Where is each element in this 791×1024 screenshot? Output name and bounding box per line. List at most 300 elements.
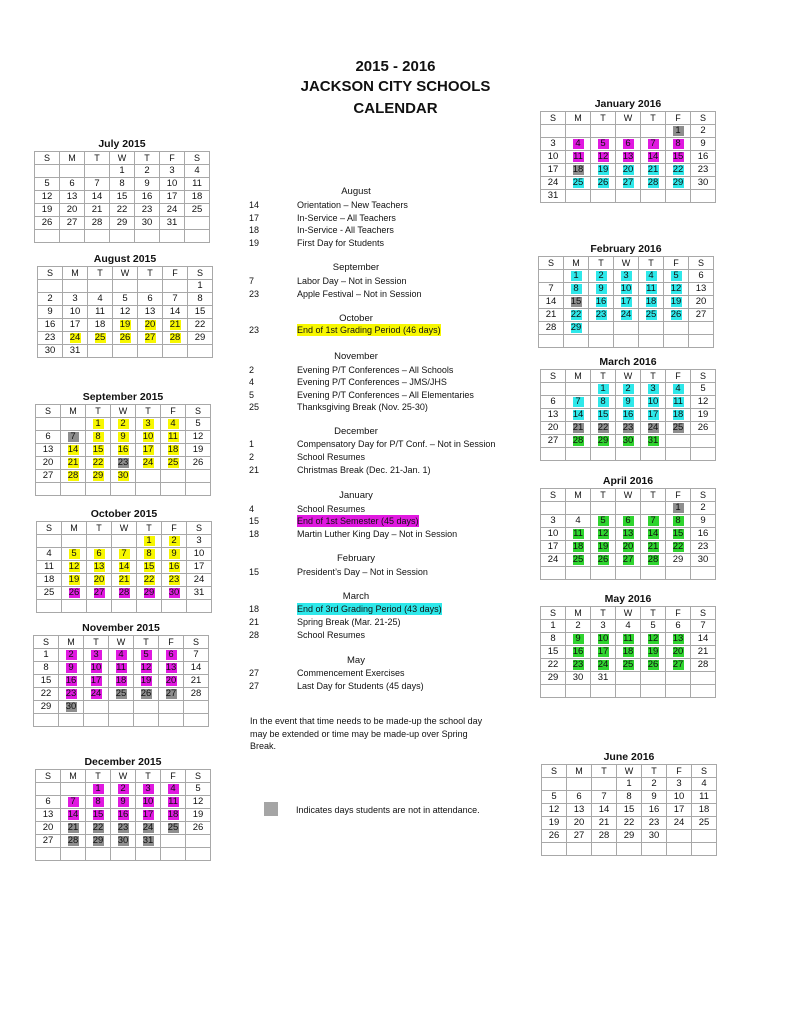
empty-cell xyxy=(591,502,616,515)
empty-cell xyxy=(135,230,160,243)
day-cell: 23 xyxy=(691,164,716,177)
day-cell: 22 xyxy=(541,659,566,672)
empty-cell xyxy=(38,280,63,293)
event-text: School Resumes xyxy=(297,504,366,514)
day-cell: 7 xyxy=(112,548,137,561)
event-month-heading: October xyxy=(339,313,373,324)
day-cell: 14 xyxy=(592,804,617,817)
empty-cell xyxy=(88,280,113,293)
weekday-header: T xyxy=(136,405,161,418)
day-cell: 28 xyxy=(61,835,86,848)
day-cell: 8 xyxy=(86,796,111,809)
empty-cell xyxy=(692,830,717,843)
month-calendar xyxy=(35,755,211,861)
event-month-heading: March xyxy=(342,591,370,602)
day-cell: 31 xyxy=(136,835,161,848)
day-cell: 26 xyxy=(591,554,616,567)
event-text: Apple Festival – Not in Session xyxy=(297,289,422,299)
empty-cell xyxy=(542,778,567,791)
day-cell: 25 xyxy=(161,822,186,835)
day-cell: 11 xyxy=(161,796,186,809)
empty-cell xyxy=(564,335,589,348)
day-cell: 18 xyxy=(566,164,591,177)
day-cell: 19 xyxy=(691,409,716,422)
event-text: End of 1st Grading Period (46 days) xyxy=(297,325,441,335)
empty-cell xyxy=(161,848,186,861)
day-cell: 19 xyxy=(664,296,689,309)
day-cell: 3 xyxy=(63,293,88,306)
day-cell: 13 xyxy=(60,191,85,204)
weekday-header: T xyxy=(137,522,162,535)
day-cell: 10 xyxy=(136,796,161,809)
day-cell: 3 xyxy=(84,649,109,662)
day-cell: 31 xyxy=(160,217,185,230)
day-cell: 4 xyxy=(666,383,691,396)
day-cell: 1 xyxy=(541,620,566,633)
day-cell: 1 xyxy=(564,270,589,283)
makeup-note: In the event that time needs to be made-up the school day may be extended or time may be made-up over Spring Break. xyxy=(250,716,483,751)
event-date: 4 xyxy=(249,504,255,514)
day-cell: 9 xyxy=(38,306,63,319)
empty-cell xyxy=(84,714,109,727)
month-title: July 2015 xyxy=(98,138,146,150)
empty-cell xyxy=(541,383,566,396)
weekday-header: S xyxy=(541,489,566,502)
day-cell: 28 xyxy=(112,587,137,600)
day-cell: 10 xyxy=(160,178,185,191)
day-cell: 28 xyxy=(566,435,591,448)
day-cell: 23 xyxy=(111,822,136,835)
day-cell: 21 xyxy=(691,646,716,659)
weekday-header: W xyxy=(614,257,639,270)
day-cell: 27 xyxy=(666,659,691,672)
empty-cell xyxy=(112,600,137,613)
day-cell: 4 xyxy=(566,138,591,151)
legend-text: Indicates days students are not in attendance. xyxy=(296,805,480,815)
empty-cell xyxy=(616,567,641,580)
empty-cell xyxy=(589,322,614,335)
day-cell: 11 xyxy=(666,396,691,409)
day-cell: 24 xyxy=(63,332,88,345)
day-cell: 10 xyxy=(614,283,639,296)
day-cell: 17 xyxy=(160,191,185,204)
event-date: 15 xyxy=(249,516,260,526)
day-cell: 1 xyxy=(617,778,642,791)
weekday-header: W xyxy=(616,112,641,125)
weekday-header: M xyxy=(61,405,86,418)
day-cell: 26 xyxy=(62,587,87,600)
empty-cell xyxy=(639,322,664,335)
weekday-header: M xyxy=(566,489,591,502)
event-date: 1 xyxy=(249,439,255,449)
day-cell: 2 xyxy=(691,502,716,515)
empty-cell xyxy=(639,335,664,348)
day-cell: 17 xyxy=(591,646,616,659)
day-cell: 23 xyxy=(59,688,84,701)
day-cell: 24 xyxy=(667,817,692,830)
school-name-title: JACKSON CITY SCHOOLS xyxy=(300,78,491,95)
day-cell: 2 xyxy=(566,620,591,633)
day-cell: 16 xyxy=(589,296,614,309)
event-text: Compensatory Day for P/T Conf. – Not in Session xyxy=(297,439,496,449)
day-cell: 6 xyxy=(138,293,163,306)
day-cell: 10 xyxy=(541,528,566,541)
empty-cell xyxy=(188,345,213,358)
weekday-header: S xyxy=(541,112,566,125)
day-cell: 20 xyxy=(87,574,112,587)
day-cell: 6 xyxy=(36,796,61,809)
day-cell: 25 xyxy=(616,659,641,672)
not-in-attendance-swatch xyxy=(264,802,278,816)
weekday-header: W xyxy=(616,607,641,620)
day-cell: 24 xyxy=(136,822,161,835)
weekday-header: S xyxy=(38,267,63,280)
day-cell: 29 xyxy=(541,672,566,685)
day-cell: 10 xyxy=(84,662,109,675)
day-cell: 18 xyxy=(185,191,210,204)
event-text: Orientation – New Teachers xyxy=(297,200,408,210)
event-text: End of 1st Semester (45 days) xyxy=(297,516,419,526)
weekday-header: S xyxy=(186,405,211,418)
day-cell: 11 xyxy=(692,791,717,804)
day-cell: 25 xyxy=(37,587,62,600)
empty-cell xyxy=(641,685,666,698)
day-cell: 16 xyxy=(162,561,187,574)
empty-cell xyxy=(161,483,186,496)
weekday-header: W xyxy=(111,405,136,418)
day-cell: 26 xyxy=(113,332,138,345)
day-cell: 27 xyxy=(36,835,61,848)
month-title: November 2015 xyxy=(82,622,160,634)
empty-cell xyxy=(162,600,187,613)
event-text: School Resumes xyxy=(297,630,366,640)
empty-cell xyxy=(184,714,209,727)
day-cell: 30 xyxy=(135,217,160,230)
day-cell: 6 xyxy=(567,791,592,804)
weekday-header: F xyxy=(666,112,691,125)
day-cell: 24 xyxy=(541,554,566,567)
empty-cell xyxy=(37,600,62,613)
weekday-header: F xyxy=(666,607,691,620)
day-cell: 20 xyxy=(616,541,641,554)
empty-cell xyxy=(87,600,112,613)
day-cell: 2 xyxy=(59,649,84,662)
event-month-heading: January xyxy=(339,490,373,501)
day-cell: 4 xyxy=(109,649,134,662)
day-cell: 17 xyxy=(641,409,666,422)
empty-cell xyxy=(163,345,188,358)
day-cell: 11 xyxy=(566,151,591,164)
empty-cell xyxy=(187,600,212,613)
day-cell: 31 xyxy=(187,587,212,600)
day-cell: 29 xyxy=(666,177,691,190)
event-text: Evening P/T Conferences – All Schools xyxy=(297,365,454,375)
weekday-header: T xyxy=(591,112,616,125)
empty-cell xyxy=(691,435,716,448)
day-cell: 21 xyxy=(61,822,86,835)
day-cell: 16 xyxy=(691,151,716,164)
day-cell: 17 xyxy=(614,296,639,309)
empty-cell xyxy=(566,502,591,515)
day-cell: 7 xyxy=(641,515,666,528)
empty-cell xyxy=(109,701,134,714)
weekday-header: F xyxy=(667,765,692,778)
empty-cell xyxy=(567,778,592,791)
event-date: 5 xyxy=(249,390,255,400)
event-date: 18 xyxy=(249,225,260,235)
empty-cell xyxy=(35,230,60,243)
empty-cell xyxy=(616,190,641,203)
event-text: Spring Break (Mar. 21-25) xyxy=(297,617,401,627)
day-cell: 26 xyxy=(691,422,716,435)
day-cell: 8 xyxy=(137,548,162,561)
empty-cell xyxy=(616,502,641,515)
empty-cell xyxy=(61,418,86,431)
weekday-header: W xyxy=(112,522,137,535)
empty-cell xyxy=(86,848,111,861)
event-date: 2 xyxy=(249,452,255,462)
month-title: April 2016 xyxy=(602,475,654,487)
weekday-header: S xyxy=(541,607,566,620)
weekday-header: T xyxy=(134,636,159,649)
event-date: 19 xyxy=(249,238,260,248)
empty-cell xyxy=(186,483,211,496)
day-cell: 9 xyxy=(616,396,641,409)
day-cell: 26 xyxy=(542,830,567,843)
day-cell: 27 xyxy=(567,830,592,843)
empty-cell xyxy=(591,685,616,698)
day-cell: 15 xyxy=(188,306,213,319)
weekday-header: F xyxy=(664,257,689,270)
day-cell: 30 xyxy=(111,835,136,848)
empty-cell xyxy=(641,502,666,515)
weekday-header: M xyxy=(59,636,84,649)
day-cell: 23 xyxy=(616,422,641,435)
weekday-header: T xyxy=(641,489,666,502)
day-cell: 23 xyxy=(162,574,187,587)
day-cell: 11 xyxy=(185,178,210,191)
empty-cell xyxy=(666,190,691,203)
day-cell: 19 xyxy=(113,319,138,332)
day-cell: 11 xyxy=(37,561,62,574)
day-cell: 5 xyxy=(62,548,87,561)
weekday-header: S xyxy=(187,522,212,535)
day-cell: 6 xyxy=(666,620,691,633)
day-cell: 3 xyxy=(541,515,566,528)
empty-cell xyxy=(34,714,59,727)
day-cell: 22 xyxy=(666,164,691,177)
weekday-header: M xyxy=(564,257,589,270)
month-calendar xyxy=(35,390,211,496)
day-cell: 4 xyxy=(161,783,186,796)
day-cell: 1 xyxy=(591,383,616,396)
day-cell: 13 xyxy=(666,633,691,646)
empty-cell xyxy=(61,483,86,496)
day-cell: 28 xyxy=(592,830,617,843)
empty-cell xyxy=(62,600,87,613)
day-cell: 10 xyxy=(541,151,566,164)
weekday-header: T xyxy=(87,522,112,535)
day-cell: 12 xyxy=(641,633,666,646)
day-cell: 29 xyxy=(188,332,213,345)
day-cell: 28 xyxy=(691,659,716,672)
weekday-header: T xyxy=(84,636,109,649)
day-cell: 8 xyxy=(34,662,59,675)
day-cell: 3 xyxy=(591,620,616,633)
day-cell: 20 xyxy=(36,457,61,470)
day-cell: 11 xyxy=(88,306,113,319)
day-cell: 11 xyxy=(109,662,134,675)
day-cell: 7 xyxy=(61,796,86,809)
empty-cell xyxy=(641,448,666,461)
empty-cell xyxy=(86,483,111,496)
day-cell: 3 xyxy=(136,418,161,431)
day-cell: 9 xyxy=(566,633,591,646)
day-cell: 17 xyxy=(541,164,566,177)
day-cell: 9 xyxy=(59,662,84,675)
weekday-header: S xyxy=(34,636,59,649)
month-title: June 2016 xyxy=(603,751,655,763)
empty-cell xyxy=(616,685,641,698)
day-cell: 25 xyxy=(161,457,186,470)
empty-cell xyxy=(691,448,716,461)
weekday-header: T xyxy=(86,405,111,418)
day-cell: 29 xyxy=(666,554,691,567)
day-cell: 12 xyxy=(591,528,616,541)
day-cell: 24 xyxy=(591,659,616,672)
empty-cell xyxy=(61,848,86,861)
weekday-header: W xyxy=(109,636,134,649)
day-cell: 7 xyxy=(641,138,666,151)
weekday-header: T xyxy=(642,765,667,778)
empty-cell xyxy=(642,843,667,856)
event-date: 2 xyxy=(249,365,255,375)
day-cell: 25 xyxy=(692,817,717,830)
empty-cell xyxy=(36,848,61,861)
day-cell: 8 xyxy=(86,431,111,444)
day-cell: 27 xyxy=(616,177,641,190)
day-cell: 3 xyxy=(136,783,161,796)
day-cell: 9 xyxy=(135,178,160,191)
weekday-header: S xyxy=(691,112,716,125)
empty-cell xyxy=(567,843,592,856)
day-cell: 5 xyxy=(641,620,666,633)
day-cell: 13 xyxy=(36,809,61,822)
day-cell: 2 xyxy=(162,535,187,548)
event-text: Labor Day – Not in Session xyxy=(297,276,407,286)
day-cell: 6 xyxy=(689,270,714,283)
day-cell: 29 xyxy=(110,217,135,230)
month-title: January 2016 xyxy=(594,98,662,110)
day-cell: 8 xyxy=(541,633,566,646)
day-cell: 4 xyxy=(88,293,113,306)
empty-cell xyxy=(591,448,616,461)
day-cell: 6 xyxy=(616,138,641,151)
day-cell: 21 xyxy=(539,309,564,322)
weekday-header: S xyxy=(691,607,716,620)
event-date: 15 xyxy=(249,567,260,577)
event-text: In-Service - All Teachers xyxy=(297,225,394,235)
day-cell: 31 xyxy=(541,190,566,203)
day-cell: 12 xyxy=(186,431,211,444)
weekday-header: S xyxy=(539,257,564,270)
day-cell: 5 xyxy=(186,418,211,431)
day-cell: 1 xyxy=(137,535,162,548)
day-cell: 26 xyxy=(186,822,211,835)
day-cell: 9 xyxy=(111,796,136,809)
day-cell: 21 xyxy=(641,541,666,554)
day-cell: 20 xyxy=(616,164,641,177)
month-title: February 2016 xyxy=(590,243,662,255)
day-cell: 14 xyxy=(61,809,86,822)
empty-cell xyxy=(138,280,163,293)
day-cell: 19 xyxy=(591,541,616,554)
empty-cell xyxy=(664,335,689,348)
weekday-header: T xyxy=(591,607,616,620)
day-cell: 20 xyxy=(666,646,691,659)
day-cell: 2 xyxy=(135,165,160,178)
day-cell: 13 xyxy=(159,662,184,675)
day-cell: 15 xyxy=(110,191,135,204)
empty-cell xyxy=(591,125,616,138)
month-calendar xyxy=(540,474,716,580)
empty-cell xyxy=(666,448,691,461)
empty-cell xyxy=(617,843,642,856)
day-cell: 16 xyxy=(642,804,667,817)
day-cell: 9 xyxy=(691,515,716,528)
day-cell: 12 xyxy=(186,796,211,809)
day-cell: 12 xyxy=(134,662,159,675)
day-cell: 15 xyxy=(564,296,589,309)
day-cell: 28 xyxy=(539,322,564,335)
day-cell: 8 xyxy=(591,396,616,409)
day-cell: 31 xyxy=(641,435,666,448)
empty-cell xyxy=(591,567,616,580)
empty-cell xyxy=(641,190,666,203)
day-cell: 5 xyxy=(591,515,616,528)
day-cell: 30 xyxy=(38,345,63,358)
day-cell: 4 xyxy=(185,165,210,178)
day-cell: 6 xyxy=(36,431,61,444)
day-cell: 5 xyxy=(186,783,211,796)
empty-cell xyxy=(161,470,186,483)
day-cell: 15 xyxy=(591,409,616,422)
weekday-header: M xyxy=(567,765,592,778)
day-cell: 20 xyxy=(138,319,163,332)
month-title: March 2016 xyxy=(599,356,657,368)
empty-cell xyxy=(614,322,639,335)
empty-cell xyxy=(666,685,691,698)
day-cell: 9 xyxy=(111,431,136,444)
day-cell: 24 xyxy=(641,422,666,435)
day-cell: 21 xyxy=(592,817,617,830)
day-cell: 15 xyxy=(137,561,162,574)
event-text: School Resumes xyxy=(297,452,366,462)
day-cell: 27 xyxy=(159,688,184,701)
day-cell: 21 xyxy=(112,574,137,587)
day-cell: 7 xyxy=(61,431,86,444)
day-cell: 22 xyxy=(591,422,616,435)
weekday-header: T xyxy=(135,152,160,165)
day-cell: 7 xyxy=(592,791,617,804)
event-text: Last Day for Students (45 days) xyxy=(297,681,424,691)
weekday-header: T xyxy=(589,257,614,270)
empty-cell xyxy=(60,165,85,178)
day-cell: 2 xyxy=(38,293,63,306)
event-date: 21 xyxy=(249,465,260,475)
day-cell: 10 xyxy=(641,396,666,409)
day-cell: 5 xyxy=(35,178,60,191)
